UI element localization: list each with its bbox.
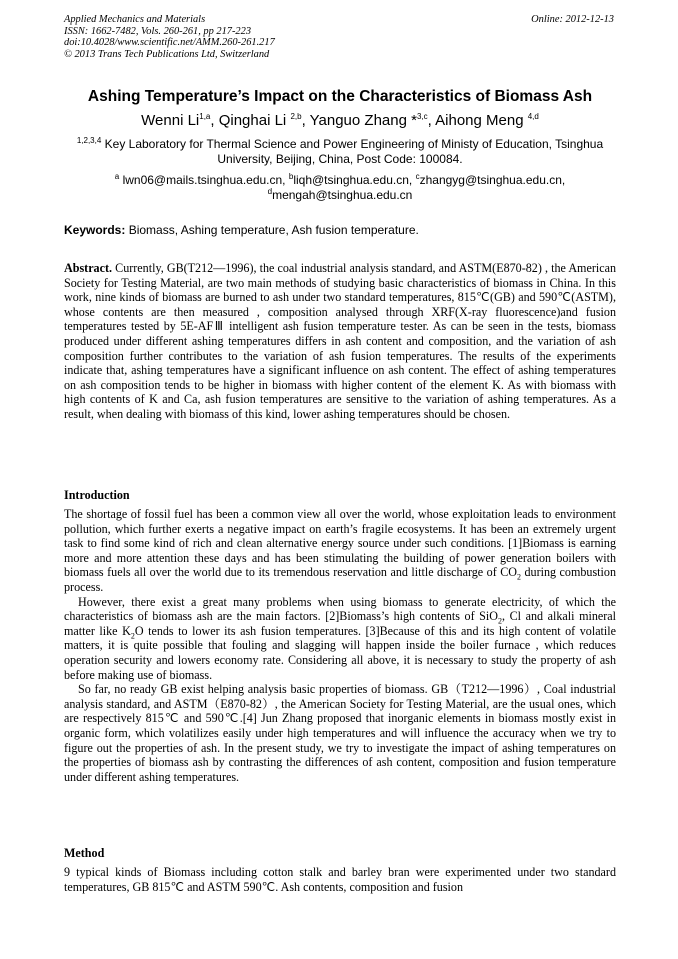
author-sup: 4,d (527, 112, 539, 121)
author-name: Qinghai Li (218, 112, 287, 129)
email-b: liqh@tsinghua.edu.cn, (293, 173, 413, 187)
intro-paragraph-2 (64, 595, 616, 683)
author-name: Yanguo Zhang * (309, 112, 417, 129)
abstract (64, 261, 616, 422)
affiliation-sup: 1,2,3,4 (76, 136, 102, 145)
keywords-label: Keywords: (64, 223, 126, 237)
subscript: 2 (130, 631, 135, 641)
email-sup: d (267, 187, 273, 196)
doi-line: doi:10.4028/www.scientific.net/AMM.260-261.217 (64, 37, 275, 49)
subscript: 2 (517, 572, 522, 582)
keywords (64, 223, 616, 237)
affiliation (64, 137, 616, 167)
intro-paragraph-3: So far, no ready GB exist helping analysis basic properties of biomass. GB（T212—1996）, Coal industrial analysis standard, and ASTM（E870-82）, the American Society for Testing Material, are the usual ones, which are respectively 815℃ and 590℃.[4] Jun Zhang proposed that inorganic elements in biomass mostly exist in organic form, which volatilizes easily under high temperatures and will influence the accuracy when we try to figure out the properties of ash. In the present study, we try to investigate the impact of ashing temperatures on the properties of biomass ash by contrasting the differences of ash content, composition and fusion temperature under different ashing temperatures. (64, 682, 616, 784)
email-sup: b (288, 172, 294, 181)
intro-p2-text-end: O tends to lower its ash fusion temperatures. [3]Because of this and its high content of volatile matters, it is quite possible that fouling and slagging will happen inside the boiler furnace , which reduces operation security and lowers economy rate. Considering all above, it is necessary to study the property of ash before making use of biomass. (64, 623, 617, 682)
keywords-text: Biomass, Ashing temperature, Ash fusion temperature. (128, 223, 419, 237)
intro-paragraph-1 (64, 507, 616, 595)
email-c: zhangyg@tsinghua.edu.cn, (419, 173, 566, 187)
author-list: Wenni Li$^{1,a}$, Qinghai Li $^{2,b}$, Yanguo Zhang *$^{3,c}$, Aihong Meng $^{4,d}$ (141, 112, 539, 129)
author-sup: 2,b (290, 112, 302, 121)
online-date: Online: 2012-12-13 (531, 14, 614, 25)
introduction-heading: Introduction (64, 488, 130, 502)
abstract-text: Currently, GB(T212—1996), the coal industrial analysis standard, and ASTM(E870-82) , the American Society for Testing Material, are two main methods of studying basic characteristics of biomass in China. In this work, nine kinds of biomass are burned to ash under two standard temperatures, 815℃(GB) and 590℃(ASTM), whose contents are then measured , composition analysed through XRF(X-ray fluorescence)and fusion temperatures tested by 5E-AFⅢ intelligent ash fusion temperature tester. As can be seen in the tests, biomass produced under different ashing temperatures differs in ash content and composition, and the variation of ash composition further contributes to the variation of ash fusion temperatures. The results of the experiments indicate that, ashing temperatures have a significant influence on ash content. The effect of ashing temperatures on ash composition tends to be higher in biomass with higher content of the element K. As with biomass with high contents of K and Ca, ash fusion temperatures are sensitive to the variation of ashing temperatures. As a result, when dealing with biomass of this kind, lower ashing temperatures should be chosen. (64, 261, 616, 421)
affiliation-line-2: University, Beijing, China, Post Code: 100084. (217, 152, 463, 166)
email-d: mengah@tsinghua.edu.cn (272, 188, 413, 202)
abstract-label: Abstract. (64, 261, 113, 275)
author-sup: 1,a (199, 112, 211, 121)
email-a: lwn06@mails.tsinghua.edu.cn, (122, 173, 286, 187)
introduction-body (64, 507, 616, 784)
method-body: 9 typical kinds of Biomass including cotton stalk and barley bran were experimented under two standard temperatures, GB 815℃ and ASTM 590℃. Ash contents, composition and fusion (64, 865, 616, 894)
method-heading: Method (64, 846, 105, 860)
intro-p2-text-mid: , Cl and alkali mineral matter like K (64, 609, 617, 638)
issn-line: ISSN: 1662-7482, Vols. 260-261, pp 217-223 (64, 25, 252, 37)
intro-p2-text: However, there exist a great many problems when using biomass to generate electricity, of which the characteristics of biomass ash are the main factors. [2]Biomass’s high contents of SiO (64, 594, 616, 624)
subscript: 2 (498, 616, 503, 626)
journal-name: Applied Mechanics and Materials (64, 14, 206, 25)
email-sup: c (415, 172, 420, 181)
intro-p1-text: The shortage of fossil fuel has been a common view all over the world, whose exploitation leads to environment pollution, which further exerts a negative impact on earth’s fragile ecosystems. It has been an extremely urgent task to find some kind of rich and clean alternative energy source under such conditions. [1]Biomass is earning more and more attention these days and has been stimulating the building of power generation boilers with biomass fuels all over the world due to its tremendous reservation and little discharge of CO (64, 507, 616, 580)
paper-title: Ashing Temperature’s Impact on the Characteristics of Biomass Ash (87, 88, 593, 105)
email-sup: a (114, 172, 120, 181)
running-header (64, 14, 616, 60)
author-name: Aihong Meng (435, 112, 524, 129)
email-list (64, 173, 616, 203)
copyright-line: © 2013 Trans Tech Publications Ltd, Switzerland (64, 48, 270, 60)
author-sup: 3,c (416, 112, 428, 121)
intro-p1-text-end: during combustion process. (64, 565, 616, 594)
affiliation-line-1: Key Laboratory for Thermal Science and Power Engineering of Ministy of Education, Tsinghua (104, 137, 604, 151)
author-name: Wenni Li (141, 112, 200, 129)
